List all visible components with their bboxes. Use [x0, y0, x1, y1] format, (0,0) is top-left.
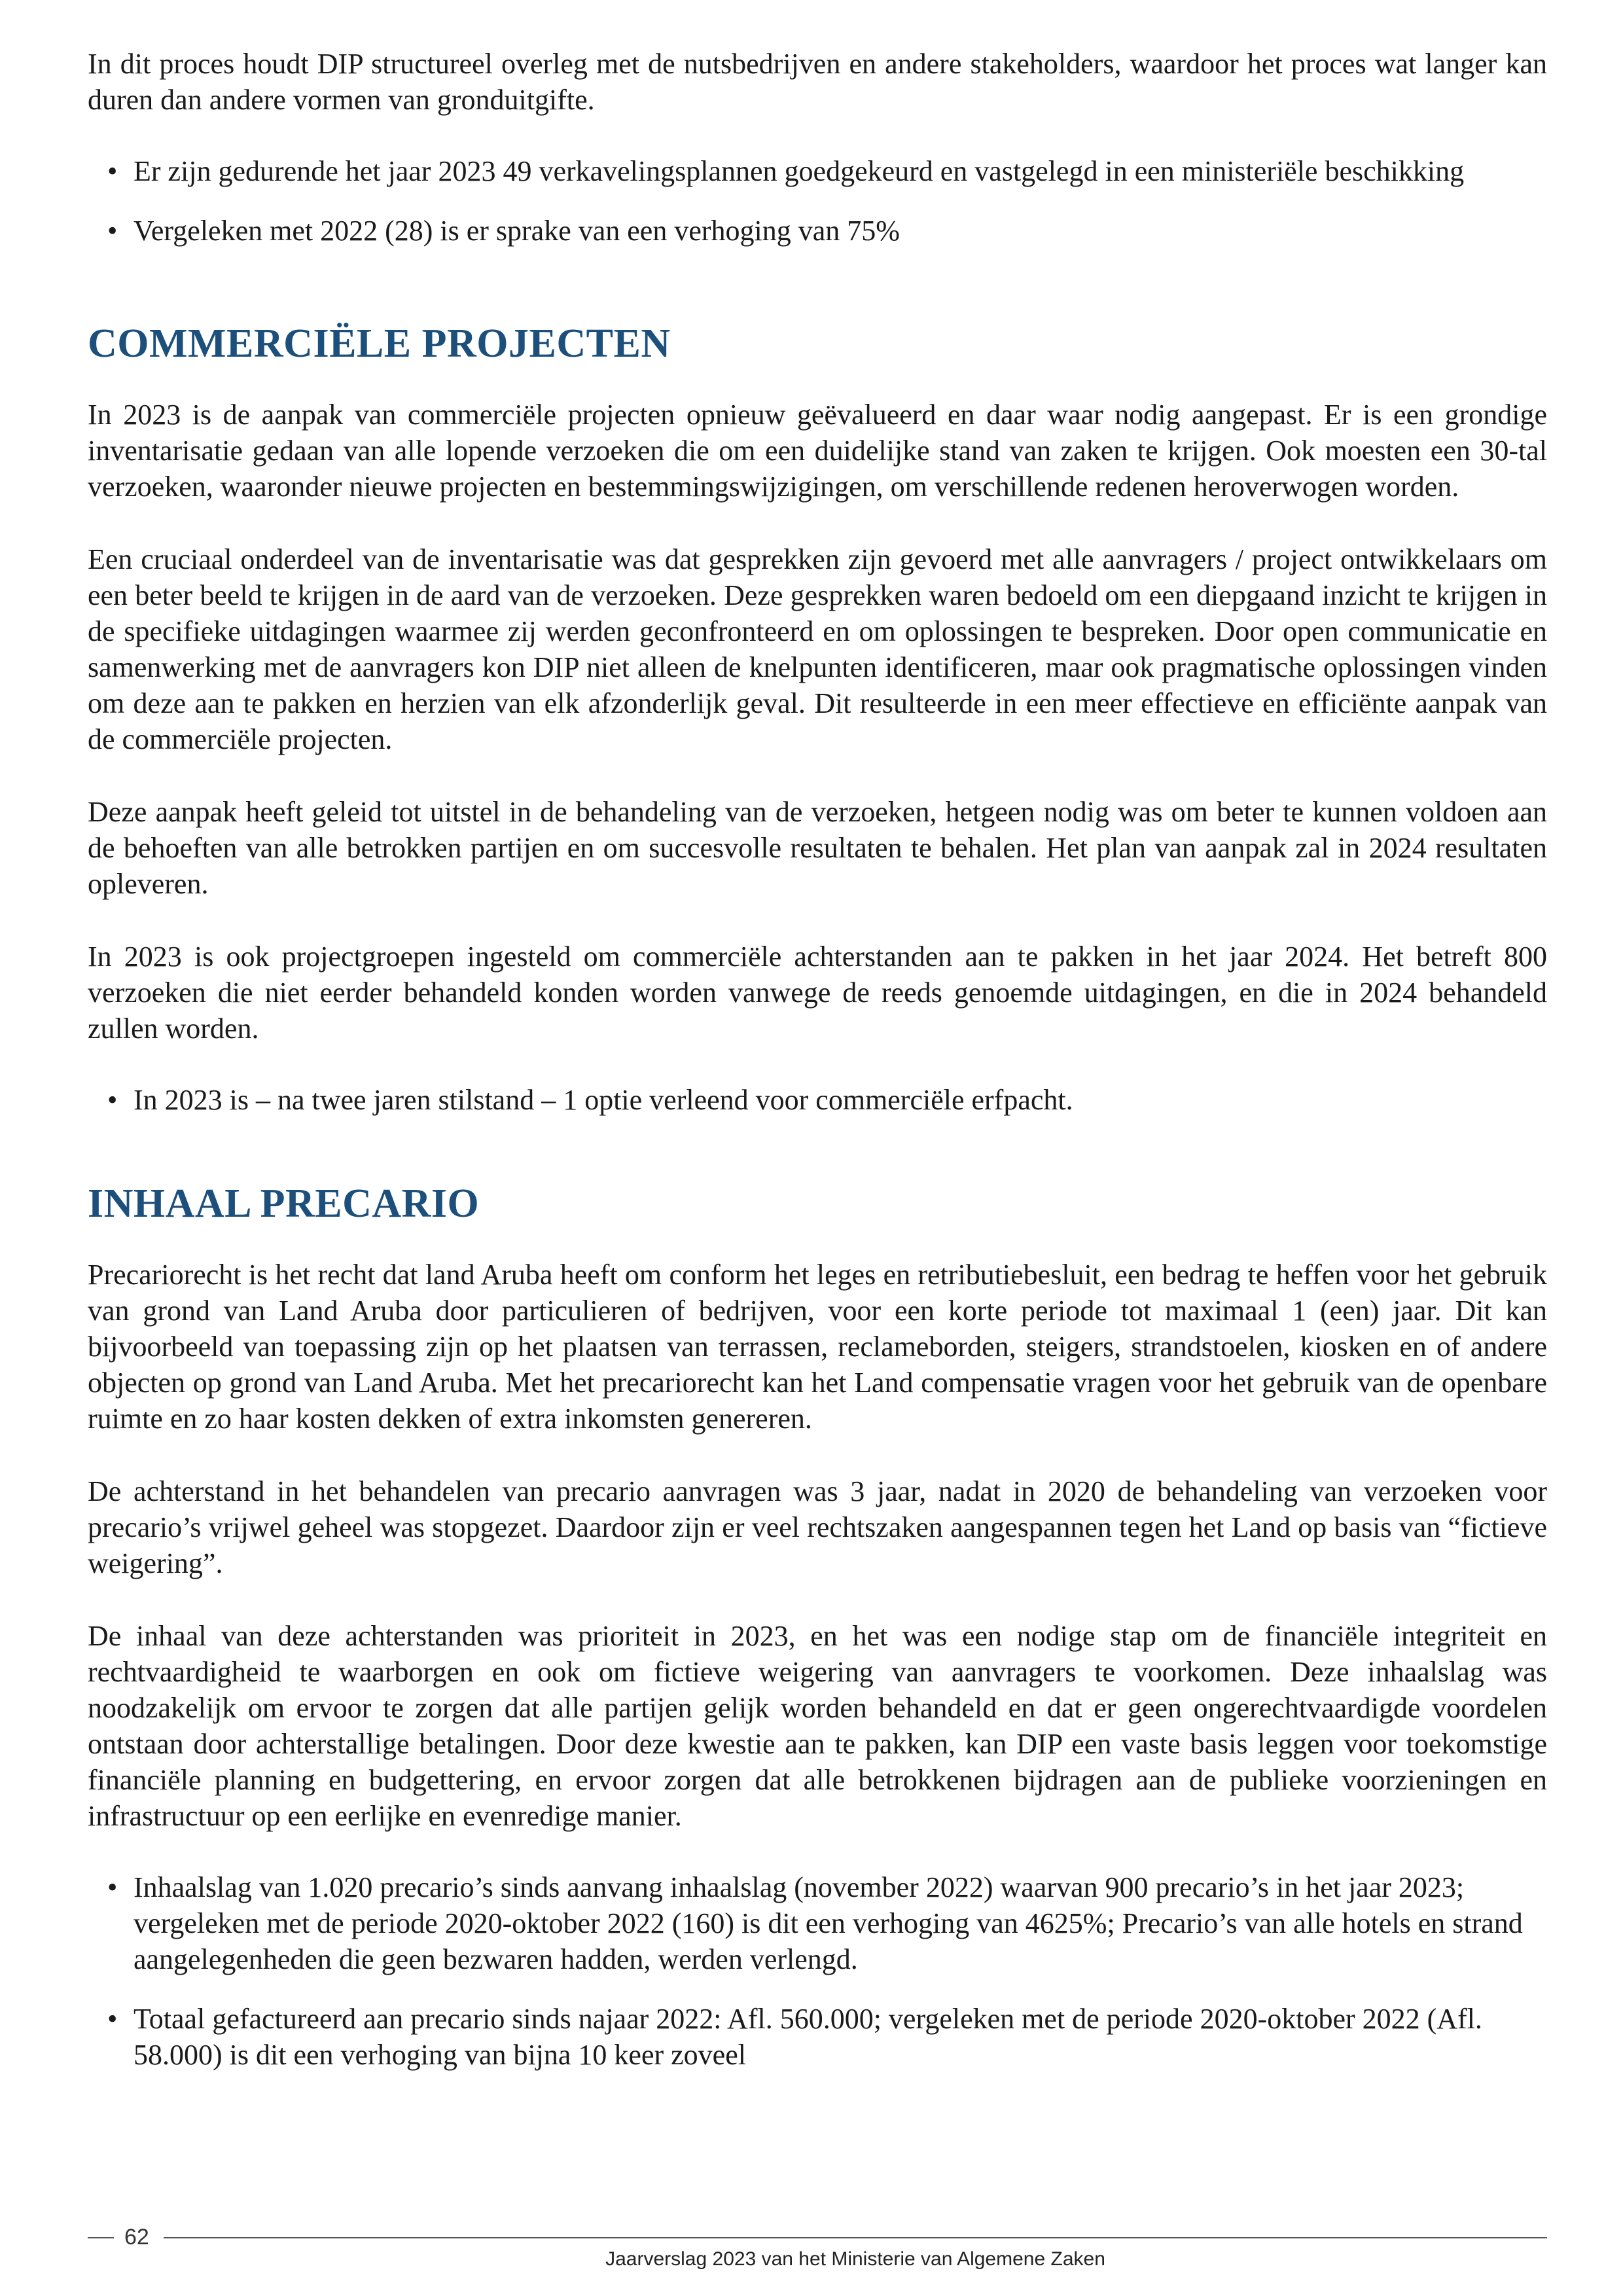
footer-dash — [88, 2237, 114, 2238]
precario-paragraph: De achterstand in het behandelen van precario aanvragen was 3 jaar, nadat in 2020 de behandeling van verzoeken voor precario’s vrijwel geheel was stopgezet. Daardoor zijn er veel rechtszaken aangespannen tegen het Land op basis van “fictieve weigering”. — [88, 1475, 1547, 1579]
list-item: • In 2023 is – na twee jaren stilstand – 1 optie verleend voor commerciële erfpacht. — [88, 1082, 1547, 1118]
page-number: 62 — [124, 2225, 149, 2250]
page-footer — [88, 2219, 1547, 2284]
bullet-icon: • — [107, 155, 118, 187]
precario-bullet-list — [88, 1869, 1547, 2073]
intro-paragraph: In dit proces houdt DIP structureel overleg met de nutsbedrijven en andere stakeholders, waardoor het proces wat langer kan duren dan andere vormen van gronduitgifte. — [88, 48, 1547, 116]
footer-divider — [164, 2237, 1547, 2238]
intro-bullet-list — [88, 153, 1547, 249]
list-item: • Er zijn gedurende het jaar 2023 49 verkavelingsplannen goedgekeurd en vastgelegd in een ministeriële beschikking — [88, 153, 1547, 189]
list-item: • Vergeleken met 2022 (28) is er sprake van een verhoging van 75% — [88, 213, 1547, 249]
commercial-paragraph: In 2023 is de aanpak van commerciële projecten opnieuw geëvalueerd en daar waar nodig aangepast. Er is een grondige inventarisatie gedaan van alle lopende verzoeken die om een duidelijke stand van zaken te krijgen. Ook moesten een 30-tal verzoeken, waaronder nieuwe projecten en bestemmingswijzigingen, om verschillende redenen heroverwogen worden. — [88, 399, 1547, 503]
commercial-paragraph: Deze aanpak heeft geleid tot uitstel in de behandeling van de verzoeken, hetgeen nodig was om beter te kunnen voldoen aan de behoeften van alle betrokken partijen en om succesvolle resultaten te behalen. Het plan van aanpak zal in 2024 resultaten opleveren. — [88, 796, 1547, 900]
bullet-icon: • — [107, 1871, 118, 1903]
commercial-paragraph: Een cruciaal onderdeel van de inventarisatie was dat gesprekken zijn gevoerd met alle aanvragers / project ontwikkelaars om een beter beeld te krijgen in de aard van de verzoeken. Deze gesprekken waren bedoeld om een diepgaand inzicht te krijgen in de specifieke uitdagingen waarmee zij werden geconfronteerd en om oplossingen te bespreken. Door open communicatie en samenwerking met de aanvragers kon DIP niet alleen de knelpunten identificeren, maar ook pragmatische oplossingen vinden om deze aan te pakken en herzien van elk afzonderlijk geval. Dit resulteerde in een meer effectieve en efficiënte aanpak van de commerciële projecten. — [88, 543, 1547, 755]
bullet-icon: • — [107, 215, 118, 247]
precario-paragraph: Precariorecht is het recht dat land Aruba heeft om conform het leges en retributiebesluit, een bedrag te heffen voor het gebruik van grond van Land Aruba door particulieren of bedrijven, voor een korte periode tot maximaal 1 (een) jaar. Dit kan bijvoorbeeld van toepassing zijn op het plaatsen van terrassen, reclameborden, steigers, strandstoelen, kiosken en of andere objecten op grond van Land Aruba. Met het precariorecht kan het Land compensatie vragen voor het gebruik van de openbare ruimte en zo haar kosten dekken of extra inkomsten genereren. — [88, 1259, 1547, 1435]
section-heading-precario: INHAAL PRECARIO — [88, 1181, 480, 1226]
commercial-bullet-list — [88, 1082, 1547, 1118]
commercial-paragraph: In 2023 is ook projectgroepen ingesteld om commerciële achterstanden aan te pakken in het jaar 2024. Het betreft 800 verzoeken die niet eerder behandeld konden worden vanwege de reeds genoemde uitdagingen, en die in 2024 behandeld zullen worden. — [88, 941, 1547, 1045]
page-content — [88, 46, 1547, 2073]
bullet-icon: • — [107, 1084, 118, 1116]
list-item: • Inhaalslag van 1.020 precario’s sinds aanvang inhaalslag (november 2022) waarvan 900 precario’s in het jaar 2023; vergeleken met de periode 2020-oktober 2022 (160) is dit een verhoging van 4625%; Precario’s van alle hotels en strand aangelegenheden die geen bezwaren hadden, werden verlengd. — [88, 1869, 1547, 1977]
precario-paragraph: De inhaal van deze achterstanden was prioriteit in 2023, en het was een nodige stap om de financiële integriteit en rechtvaardigheid te waarborgen en ook om fictieve weigering van aanvragers te voorkomen. Deze inhaalslag was noodzakelijk om ervoor te zorgen dat alle partijen gelijk worden behandeld en dat er geen ongerechtvaardigde voordelen ontstaan door achterstallige betalingen. Door deze kwestie aan te pakken, kan DIP een vaste basis leggen voor toekomstige financiële planning en budgettering, en ervoor zorgen dat alle betrokkenen bijdragen aan de publieke voorzieningen en infrastructuur op een eerlijke en evenredige manier. — [88, 1620, 1547, 1832]
bullet-icon: • — [107, 2003, 118, 2035]
list-item: • Totaal gefactureerd aan precario sinds najaar 2022: Afl. 560.000; vergeleken met de periode 2020-oktober 2022 (Afl. 58.000) is dit een verhoging van bijna 10 keer zoveel — [88, 2001, 1547, 2073]
section-heading-commercial: COMMERCIËLE PROJECTEN — [88, 321, 671, 366]
footer-title: Jaarverslag 2023 van het Ministerie van Algemene Zaken — [605, 2248, 1105, 2270]
